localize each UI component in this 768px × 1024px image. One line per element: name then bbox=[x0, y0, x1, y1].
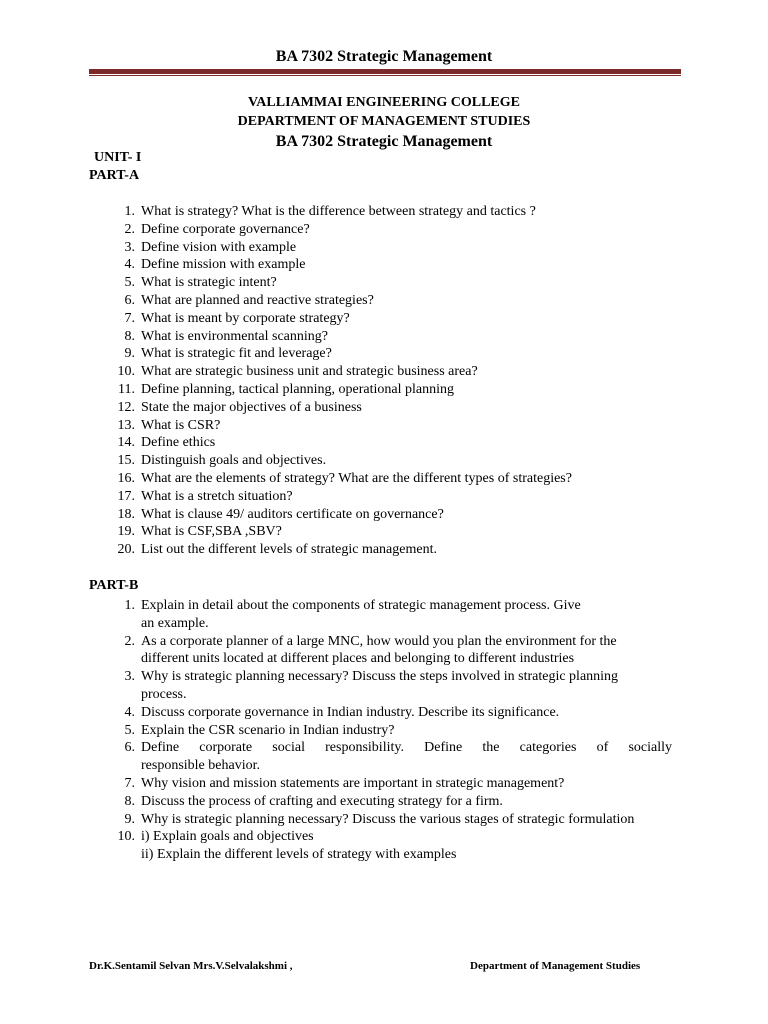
item-number: 17. bbox=[117, 488, 135, 504]
item-number: 1. bbox=[124, 204, 135, 219]
item-line: ii) Explain the different levels of strategy with examples bbox=[141, 847, 457, 863]
list-item bbox=[110, 399, 672, 417]
item-line: Why is strategic planning necessary? Discuss the various stages of strategic formulation bbox=[141, 811, 635, 827]
part-a-list bbox=[110, 203, 672, 559]
item-number: 11. bbox=[118, 381, 135, 397]
item-text bbox=[141, 828, 672, 864]
list-item bbox=[110, 470, 672, 488]
item-text bbox=[141, 811, 672, 829]
item-line: Explain the CSR scenario in Indian industry? bbox=[141, 722, 395, 738]
item-number: 15. bbox=[117, 453, 135, 469]
list-item bbox=[110, 310, 672, 328]
item-text: Define ethics bbox=[141, 435, 216, 451]
list-item bbox=[110, 506, 672, 524]
college-block bbox=[0, 93, 768, 152]
item-number: 13. bbox=[117, 417, 135, 433]
item-text: What is clause 49/ auditors certificate on governance? bbox=[141, 506, 444, 522]
list-item bbox=[110, 811, 672, 829]
list-item bbox=[110, 345, 672, 363]
item-number: 7. bbox=[124, 775, 135, 791]
list-item bbox=[110, 292, 672, 310]
list-item bbox=[110, 523, 672, 541]
item-number: 18. bbox=[117, 506, 135, 522]
item-line: Discuss the process of crafting and executing strategy for a firm. bbox=[141, 793, 503, 809]
list-item bbox=[110, 328, 672, 346]
part-b-list bbox=[110, 597, 672, 864]
item-number: 5. bbox=[124, 722, 135, 738]
item-number: 12. bbox=[117, 399, 135, 415]
item-number: 6. bbox=[124, 292, 135, 308]
item-number: 20. bbox=[117, 542, 135, 558]
list-item bbox=[110, 417, 672, 435]
item-text: What are planned and reactive strategies? bbox=[141, 292, 374, 308]
item-line: Why is strategic planning necessary? Discuss the steps involved in strategic planning bbox=[141, 669, 619, 685]
item-text bbox=[141, 668, 672, 704]
item-line: different units located at different places and belonging to different industries bbox=[141, 651, 575, 667]
item-number: 2. bbox=[124, 221, 135, 237]
item-text: What is strategic intent? bbox=[141, 275, 277, 291]
item-text: What is CSR? bbox=[141, 417, 221, 433]
footer-department: Department of Management Studies bbox=[470, 960, 641, 972]
item-number: 4. bbox=[124, 704, 135, 720]
item-number: 3. bbox=[124, 239, 135, 255]
item-number: 1. bbox=[124, 598, 135, 613]
list-item bbox=[110, 363, 672, 381]
item-text: Define corporate governance? bbox=[141, 221, 310, 237]
item-text bbox=[141, 793, 672, 811]
header-rule-thin bbox=[89, 75, 681, 76]
item-number: 5. bbox=[124, 275, 135, 291]
item-text: What are the elements of strategy? What are the different types of strategies? bbox=[141, 470, 572, 486]
item-line: As a corporate planner of a large MNC, how would you plan the environment for the bbox=[141, 633, 617, 649]
list-item bbox=[110, 488, 672, 506]
item-line: Explain in detail about the components of strategic management process. Give bbox=[141, 598, 581, 613]
list-item bbox=[110, 597, 672, 633]
item-number: 3. bbox=[124, 669, 135, 685]
footer-authors: Dr.K.Sentamil Selvan Mrs.V.Selvalakshmi , bbox=[89, 960, 293, 972]
part-a-label: PART-A bbox=[89, 168, 140, 183]
header-rule bbox=[89, 69, 681, 74]
item-line: Define corporate social responsibility. Define the categories of socially bbox=[141, 740, 672, 756]
item-text: What is meant by corporate strategy? bbox=[141, 310, 350, 326]
item-text: Define vision with example bbox=[141, 239, 297, 255]
list-item bbox=[110, 668, 672, 704]
item-number: 19. bbox=[117, 524, 135, 540]
item-text: Define mission with example bbox=[141, 257, 306, 273]
list-item bbox=[110, 704, 672, 722]
item-text: State the major objectives of a business bbox=[141, 399, 362, 415]
item-number: 16. bbox=[117, 470, 135, 486]
list-item bbox=[110, 775, 672, 793]
list-item bbox=[110, 633, 672, 669]
item-number: 10. bbox=[117, 829, 135, 845]
item-number: 8. bbox=[124, 793, 135, 809]
list-item bbox=[110, 239, 672, 257]
item-text bbox=[141, 775, 672, 793]
list-item bbox=[110, 739, 672, 775]
unit-label: UNIT- I bbox=[94, 150, 142, 165]
list-item bbox=[110, 256, 672, 274]
item-line: process. bbox=[141, 686, 187, 702]
item-text: What is strategic fit and leverage? bbox=[141, 346, 332, 362]
item-text bbox=[141, 722, 672, 740]
item-text: What is CSF,SBA ,SBV? bbox=[141, 524, 282, 540]
item-line: an example. bbox=[141, 615, 209, 631]
part-b-label: PART-B bbox=[89, 578, 139, 593]
item-text: Define planning, tactical planning, operational planning bbox=[141, 381, 454, 397]
item-number: 14. bbox=[117, 435, 135, 451]
list-item bbox=[110, 381, 672, 399]
college-name: VALLIAMMAI ENGINEERING COLLEGE bbox=[247, 95, 520, 110]
item-text: What is a stretch situation? bbox=[141, 488, 293, 504]
list-item bbox=[110, 452, 672, 470]
item-text: What are strategic business unit and strategic business area? bbox=[141, 364, 478, 380]
item-number: 6. bbox=[124, 740, 135, 756]
list-item bbox=[110, 221, 672, 239]
item-number: 2. bbox=[124, 633, 135, 649]
item-number: 9. bbox=[124, 346, 135, 362]
list-item bbox=[110, 793, 672, 811]
item-text: What is strategy? What is the difference between strategy and tactics ? bbox=[141, 204, 536, 219]
item-text bbox=[141, 633, 672, 669]
item-number: 7. bbox=[124, 310, 135, 326]
department-name: DEPARTMENT OF MANAGEMENT STUDIES bbox=[237, 114, 531, 129]
item-number: 8. bbox=[124, 328, 135, 344]
item-line: Discuss corporate governance in Indian industry. Describe its significance. bbox=[141, 704, 560, 720]
list-item bbox=[110, 203, 672, 221]
list-item bbox=[110, 722, 672, 740]
item-line: Why vision and mission statements are important in strategic management? bbox=[141, 775, 565, 791]
item-text bbox=[141, 597, 672, 633]
item-text bbox=[141, 704, 672, 722]
course-title: BA 7302 Strategic Management bbox=[275, 133, 493, 150]
item-line: i) Explain goals and objectives bbox=[141, 829, 314, 845]
list-item bbox=[110, 828, 672, 864]
list-item bbox=[110, 274, 672, 292]
item-number: 4. bbox=[124, 257, 135, 273]
item-text: List out the different levels of strategic management. bbox=[141, 542, 437, 558]
item-number: 9. bbox=[124, 811, 135, 827]
item-text: Distinguish goals and objectives. bbox=[141, 453, 327, 469]
item-text bbox=[141, 739, 672, 775]
item-text: What is environmental scanning? bbox=[141, 328, 328, 344]
list-item bbox=[110, 434, 672, 452]
item-number: 10. bbox=[117, 364, 135, 380]
item-line: responsible behavior. bbox=[141, 758, 260, 774]
list-item bbox=[110, 541, 672, 559]
page-header-title: BA 7302 Strategic Management bbox=[275, 48, 493, 65]
